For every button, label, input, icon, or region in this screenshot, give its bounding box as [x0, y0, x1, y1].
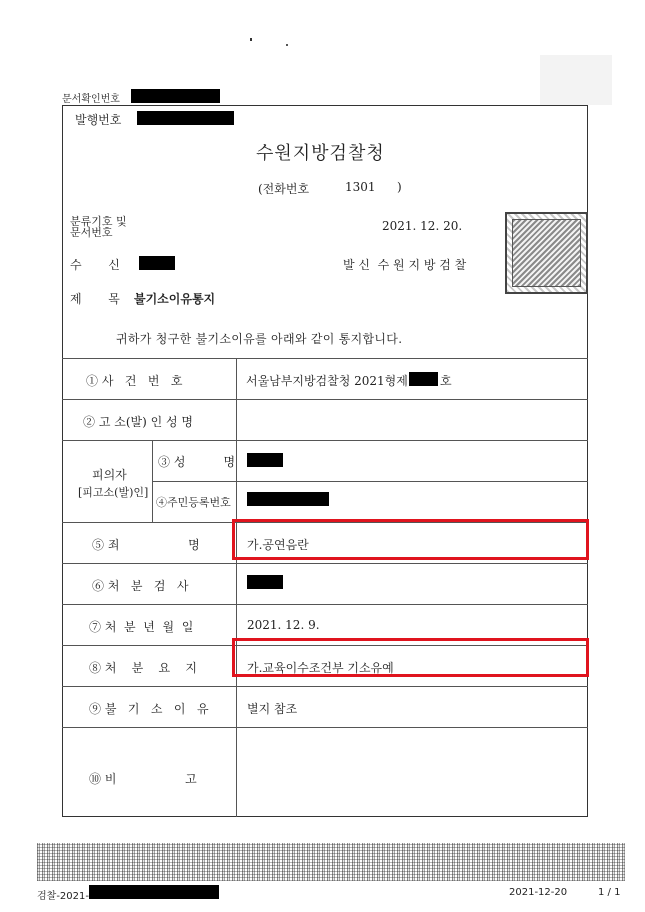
disposition-highlight-box [232, 638, 589, 677]
remarks-label: ⑩ 비 고 [89, 772, 197, 786]
reason-label: ⑨ 불 기 소 이 유 [89, 702, 209, 716]
redaction-prosecutor [247, 575, 283, 589]
rrn-label: ④주민등록번호 [156, 496, 231, 509]
phone-close: ) [397, 180, 402, 194]
document-date: 2021. 12. 20. [382, 219, 463, 233]
redaction-doc-check-number [131, 89, 220, 103]
case-number-label: ① 사 건 번 호 [86, 374, 183, 388]
row-line-5 [62, 563, 588, 564]
complainant-label: ② 고 소(발) 인 성 명 [83, 415, 193, 429]
suspect-group-sublabel: [피고소(발)인] [78, 486, 149, 499]
seal-inner [512, 219, 581, 287]
recipient-label: 수 신 [70, 258, 120, 272]
official-seal [505, 212, 588, 294]
issue-no-label: 발행번호 [75, 113, 122, 127]
redaction-case-number [409, 372, 438, 386]
row-line-3 [152, 481, 588, 482]
phone-value: 1301 [345, 180, 376, 194]
suspect-group-label: 피의자 [92, 468, 127, 482]
suspect-divider [152, 440, 153, 522]
scan-noise-band [37, 843, 625, 881]
crime-value: 가.공연음란 [247, 538, 309, 552]
sender-label: 발 신 수 원 지 방 검 찰 [343, 258, 467, 272]
scan-smudge [540, 55, 612, 105]
case-number-suffix: 호 [440, 374, 452, 388]
prosecutor-label: ⑥ 처 분 검 사 [92, 579, 189, 593]
redaction-rrn [247, 492, 329, 506]
class-label-1: 분류기호 및 [70, 215, 127, 228]
scan-mark [286, 44, 288, 46]
crime-highlight-box [232, 519, 589, 560]
disposition-date-label: ⑦ 처 분 년 월 일 [89, 620, 194, 634]
scan-mark [250, 38, 252, 41]
column-divider [236, 358, 237, 817]
redaction-name [247, 453, 283, 467]
redaction-footer-number [89, 885, 219, 899]
subject-label: 제 목 [70, 292, 120, 306]
reason-value: 별지 참조 [247, 702, 298, 716]
footer-doc-prefix: 검찰-2021- [37, 891, 89, 902]
footer-date: 2021-12-20 [509, 887, 568, 898]
row-line-1 [62, 399, 588, 400]
crime-label: ⑤ 죄 명 [92, 538, 200, 552]
table-top-line [62, 358, 588, 359]
doc-check-label: 문서확인번호 [62, 94, 120, 105]
row-line-9 [62, 727, 588, 728]
name-label: ③ 성 명 [158, 455, 236, 469]
row-line-6 [62, 604, 588, 605]
disposition-label: ⑧ 처 분 요 지 [89, 661, 197, 675]
case-number-prefix: 서울남부지방검찰청 2021형제 [246, 374, 408, 388]
agency-title: 수원지방검찰청 [256, 143, 385, 164]
redaction-issue-number [137, 111, 234, 125]
phone-label: (전화번호 [258, 182, 310, 196]
intro-text: 귀하가 청구한 불기소이유를 아래와 같이 통지합니다. [116, 332, 403, 346]
disposition-value: 가.교육이수조건부 기소유예 [247, 661, 394, 675]
footer-page: 1 / 1 [598, 887, 621, 898]
disposition-date-value: 2021. 12. 9. [247, 618, 320, 632]
subject-value: 불기소이유통지 [134, 292, 216, 306]
row-line-8 [62, 686, 588, 687]
class-label-2: 문서번호 [70, 226, 113, 239]
redaction-recipient [139, 256, 175, 270]
row-line-2 [62, 440, 588, 441]
